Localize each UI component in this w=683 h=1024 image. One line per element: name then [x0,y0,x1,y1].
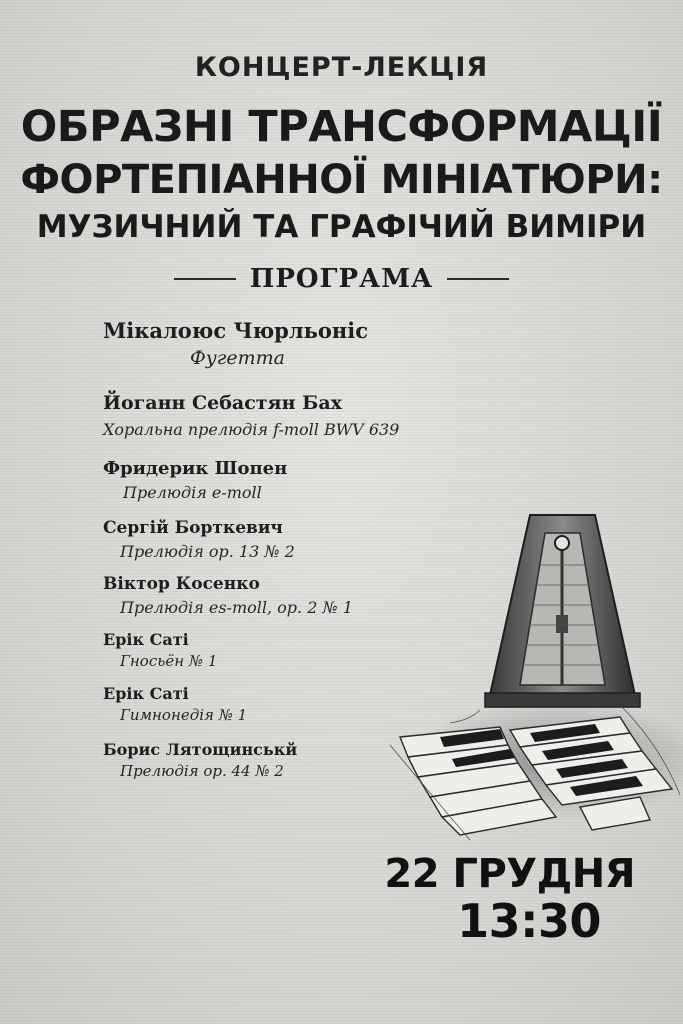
work-title: Прелюдія op. 44 № 2 [120,762,284,780]
program-item [103,518,295,561]
event-time: 13:30 [457,894,601,948]
program-heading [0,264,683,294]
program-heading-label: ПРОГРАМА [249,264,434,294]
program-item [103,392,399,439]
composer-name: Віктор Косенко [103,574,260,594]
program-item [103,458,287,502]
composer-name: Ерік Саті [103,630,189,649]
composer-name: Йоганн Себастян Бах [103,392,342,414]
title-line-2: ФОРТЕПІАННОЇ МІНІАТЮРИ: [20,157,663,203]
event-type: КОНЦЕРТ-ЛЕКЦІЯ [194,52,489,83]
heading-rule-right [447,278,509,280]
program-item [103,630,217,670]
program-item [103,684,247,724]
work-title: Прелюдія es-moll, op. 2 № 1 [120,598,353,617]
work-title: Прелюдія op. 13 № 2 [120,542,295,561]
work-title: Гносьён № 1 [120,652,218,670]
work-title: Гимнонедія № 1 [120,706,248,724]
heading-rule-left [174,278,236,280]
program-item [103,574,353,617]
metronome-piano-keys-icon [380,505,683,845]
event-datetime [384,852,635,946]
program-item [103,740,297,780]
composer-name: Фридерик Шопен [103,458,288,479]
title-line-1: ОБРАЗНІ ТРАНСФОРМАЦІЇ [20,102,663,152]
work-title: Фугетта [190,347,285,369]
composer-name: Борис Лятощинськй [103,740,298,759]
work-title: Прелюдія e-moll [123,483,262,502]
composer-name: Мікалоюс Чюрльоніс [103,318,369,343]
composer-name: Сергій Борткевич [103,518,283,538]
program-item [103,318,368,369]
event-date: 22 ГРУДНЯ [384,851,635,897]
work-title: Хоральна прелюдія f-moll BWV 639 [103,420,400,439]
composer-name: Ерік Саті [103,684,189,703]
title-line-3: МУЗИЧНИЙ ТА ГРАФІЧИЙ ВИМІРИ [36,209,647,245]
